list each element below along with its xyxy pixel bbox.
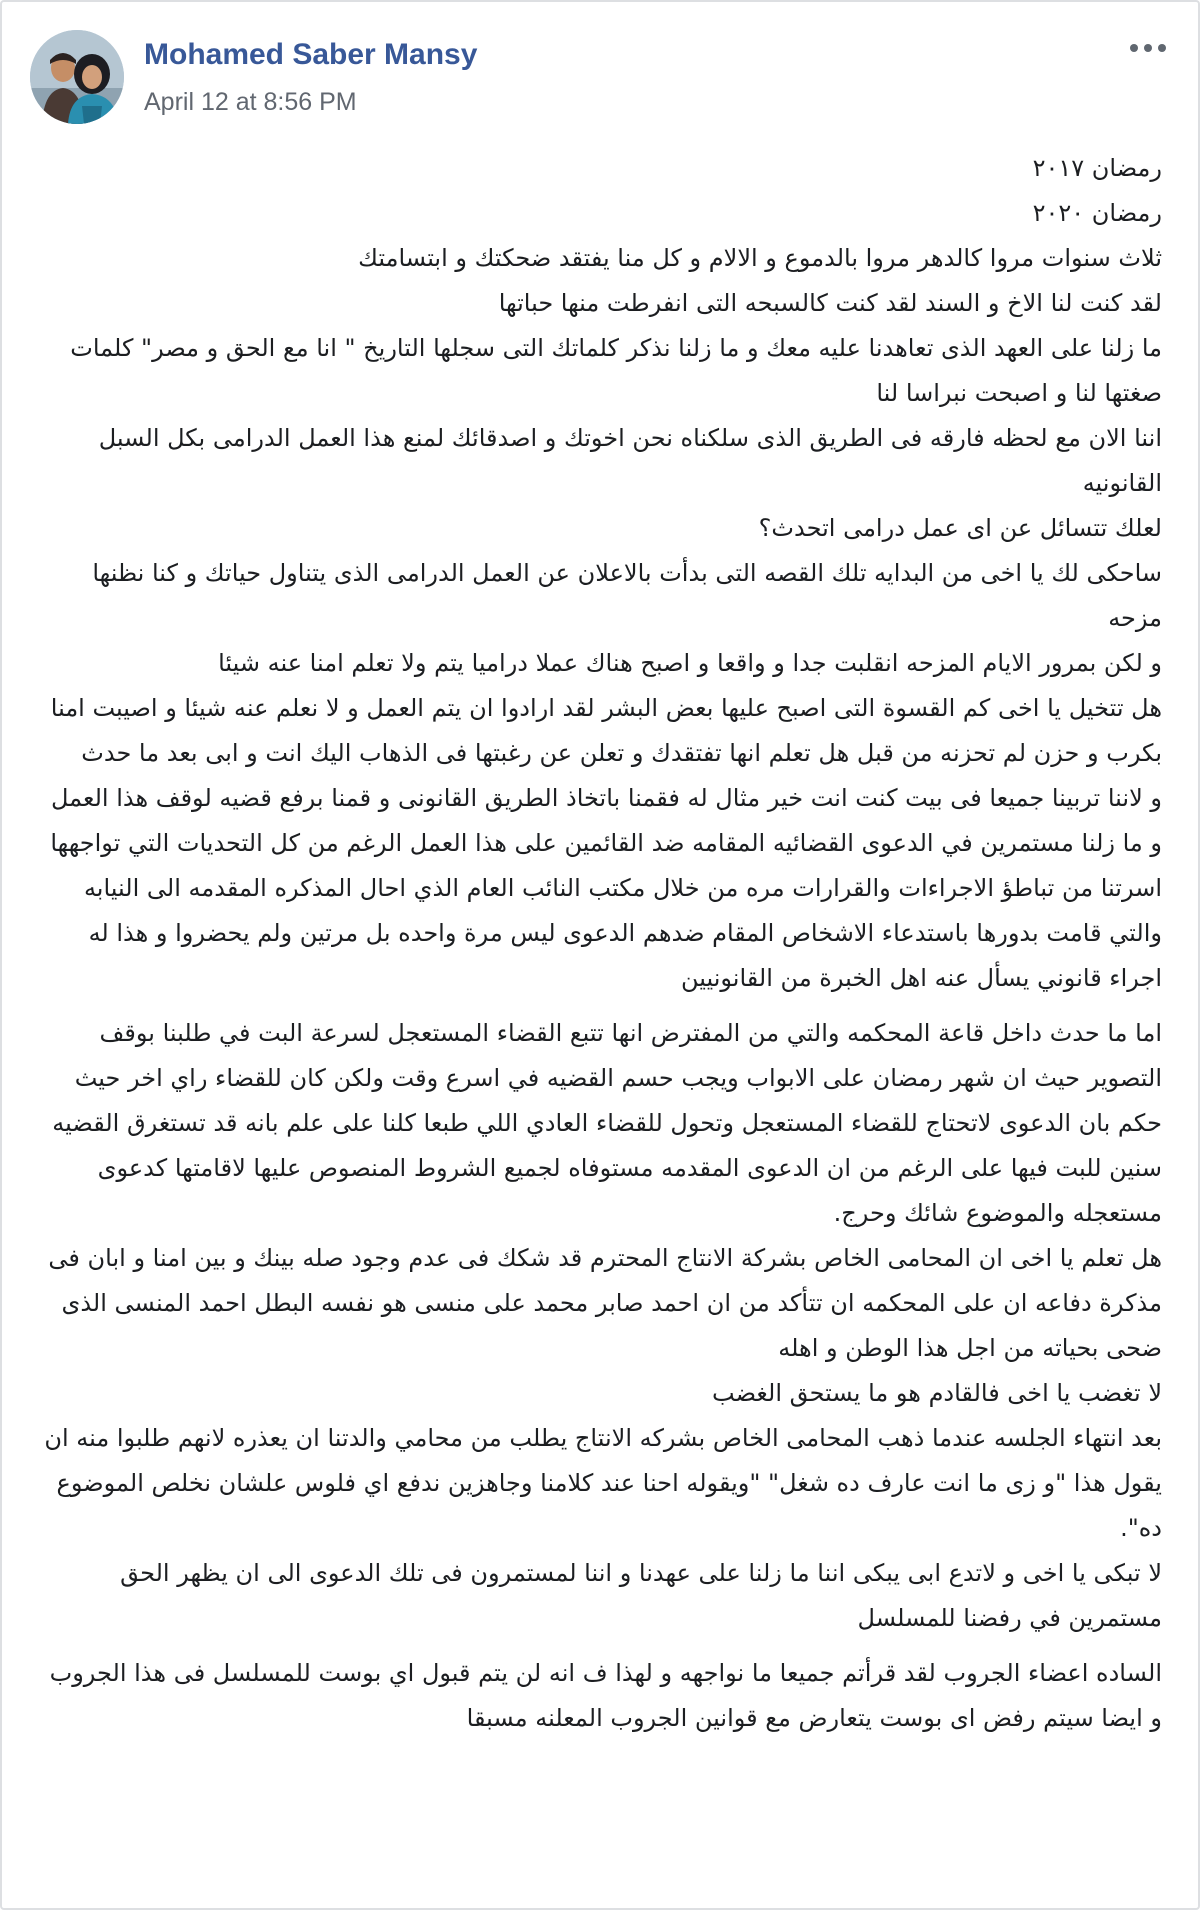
post-timestamp-link[interactable]: April 12 at 8:56 PM	[144, 88, 357, 116]
post-paragraph: و ما زلنا مستمرين في الدعوى القضائيه المقامه ضد القائمين على هذا العمل الرغم من كل التحديات التي تواجهها اسرتنا من تباطؤ الاجراءات والقرارات مره من خلال مكتب النائب العام الذي احال المذكره المقدمه الى النيابه والتي قامت بدورها باستدعاء الاشخاص المقام ضدهم الدعوى ليس مرة واحده بل مرتين ولم يحضروا و هذا له اجراء قانوني يسأل عنه اهل الخبرة من القانونيين	[50, 829, 1162, 992]
post-header	[2, 2, 1198, 142]
author-name-link[interactable]: Mohamed Saber Mansy	[144, 38, 478, 71]
post-paragraph: هل تعلم يا اخى ان المحامى الخاص بشركة الانتاج المحترم قد شكك فى عدم وجود صله بينك و بين امنا و ابان فى مذكرة دفاعه ان على المحكمه ان تتأكد من ان احمد صابر محمد على منسى هو نفسه البطل احمد المنسى الذى ضحى بحياته من اجل هذا الوطن و اهله	[48, 1244, 1162, 1362]
post-paragraph: و لكن بمرور الايام المزحه انقلبت جدا و واقعا و اصبح هناك عملا دراميا يتم ولا تعلم امنا عنه شيئا	[218, 649, 1162, 677]
post-paragraph: ساحكى لك يا اخى من البدايه تلك القصه التى بدأت بالاعلان عن العمل الدرامى الذى يتناول حياتك و كنا نظنها مزحه	[92, 559, 1162, 632]
post-paragraph: اننا الان مع لحظه فارقه فى الطريق الذى سلكناه نحن اخوتك و اصدقائك لمنع هذا العمل الدرامى بكل السبل القانونيه	[98, 424, 1162, 497]
ellipsis-icon	[1144, 44, 1152, 52]
post-paragraph: لقد كنت لنا الاخ و السند لقد كنت كالسبحه التى انفرطت منها حباتها	[498, 289, 1162, 317]
post-paragraph: رمضان ٢٠٢٠	[1032, 199, 1162, 227]
post-paragraph: لعلك تتسائل عن اى عمل درامى اتحدث؟	[758, 514, 1162, 542]
post-paragraph: و لاننا تربينا جميعا فى بيت كنت انت خير مثال له فقمنا باتخاذ الطريق القانونى و قمنا برفع قضيه لوقف هذا العمل	[50, 784, 1162, 812]
post-paragraph: رمضان ٢٠١٧	[1032, 154, 1162, 182]
post-paragraph: لا تبكى يا اخى و لاتدع ابى يبكى اننا ما زلنا على عهدنا و اننا لمستمرون فى تلك الدعوى الى ان يظهر الحق	[120, 1559, 1162, 1587]
post-paragraph: مستمرين في رفضنا للمسلسل	[857, 1604, 1162, 1632]
ellipsis-icon	[1130, 44, 1138, 52]
post-paragraph: اما ما حدث داخل قاعة المحكمه والتي من المفترض انها تتبع القضاء المستعجل لسرعة البت في طلبنا بوقف التصوير حيث ان شهر رمضان على الابواب ويجب حسم القضيه في اسرع وقت ولكن كان للقضاء راي اخر حيث حكم بان الدعوى لاتحتاج للقضاء المستعجل وتحول للقضاء العادي اللي طبعا كلنا على علم بانه قد تستغرق القضيه سنين للبت فيها على الرغم من ان الدعوى المقدمه مستوفاه لجميع الشروط المنصوص عليها لاقامتها كدعوى مستعجله والموضوع شائك وحرج.	[52, 1019, 1162, 1227]
post-paragraph: ما زلنا على العهد الذى تعاهدنا عليه معك و ما زلنا نذكر كلماتك التى سجلها التاريخ " انا مع الحق و مصر" كلمات صغتها لنا و اصبحت نبراسا لنا	[70, 334, 1162, 407]
avatar[interactable]	[30, 30, 124, 124]
profile-photo-icon	[30, 30, 124, 124]
more-options-button[interactable]	[1120, 30, 1176, 66]
post-paragraph: ثلاث سنوات مروا كالدهر مروا بالدموع و الالام و كل منا يفتقد ضحكتك و ابتسامتك	[358, 244, 1162, 272]
post-paragraph: بعد انتهاء الجلسه عندما ذهب المحامى الخاص بشركه الانتاج يطلب من محامي والدتنا ان يعذره لانهم طلبوا منه ان يقول هذا "و زى ما انت عارف ده شغل" "ويقوله احنا عند كلامنا وجاهزين ندفع اي فلوس علشان نخلص الموضوع ده".	[44, 1424, 1162, 1542]
ellipsis-icon	[1158, 44, 1166, 52]
post-paragraph: لا تغضب يا اخى فالقادم هو ما يستحق الغضب	[712, 1379, 1162, 1407]
post-paragraph: الساده اعضاء الجروب لقد قرأتم جميعا ما نواجهه و لهذا ف انه لن يتم قبول اي بوست للمسلسل فى هذا الجروب و ايضا سيتم رفض اى بوست يتعارض مع قوانين الجروب المعلنه مسبقا	[49, 1659, 1162, 1732]
post-paragraph: هل تتخيل يا اخى كم القسوة التى اصبح عليها بعض البشر لقد ارادوا ان يتم العمل و لا نعلم عنه شيئا و اصيبت امنا بكرب و حزن لم تحزنه من قبل هل تعلم انها تفتقدك و تعلن عن رغبتها فى الذهاب اليك انت و ابى بعد ما حدث	[50, 694, 1162, 767]
post-text	[32, 146, 1162, 1741]
